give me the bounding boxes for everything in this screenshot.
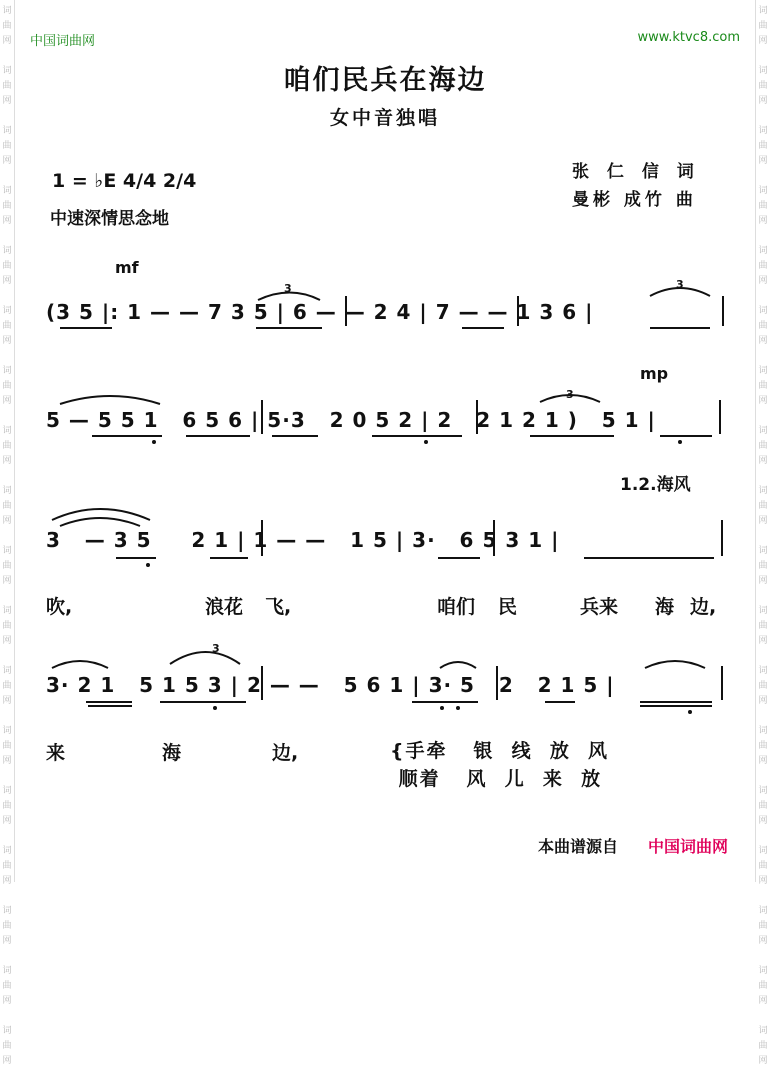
tempo-marking: 中速深情思念地 (50, 209, 169, 229)
slur (60, 396, 160, 404)
watermark-glyph: 网 (2, 216, 12, 226)
slur (645, 661, 705, 668)
watermark-glyph: 网 (2, 996, 12, 1006)
watermark-glyph: 词 (2, 186, 12, 196)
watermark-glyph: 词 (2, 846, 12, 856)
watermark-glyph: 曲 (2, 141, 12, 151)
watermark-glyph: 曲 (2, 921, 12, 931)
watermark-glyph: 词 (2, 1026, 12, 1036)
composer-credit: 曼彬 成竹 曲 (572, 190, 697, 210)
slur (258, 293, 320, 301)
lyric-word: 海 (655, 596, 675, 618)
dynamic-mp: mp (640, 364, 669, 383)
score-system-2: 5 — 5 5 1 6 5 6 | 5·3 2 0 5 2 | 2 2 1 2 1 ) 5 1 | (46, 408, 656, 432)
watermark-glyph: 网 (2, 456, 12, 466)
watermark-glyph: 词 (758, 486, 768, 496)
watermark-glyph: 网 (758, 516, 768, 526)
octave-dot (213, 706, 217, 710)
watermark-glyph: 曲 (758, 441, 768, 451)
watermark-glyph: 网 (2, 1056, 12, 1066)
left-watermark-strip (0, 0, 15, 1066)
watermark-glyph: 网 (758, 696, 768, 706)
watermark-glyph: 曲 (758, 741, 768, 751)
song-title: 咱们民兵在海边 (283, 65, 487, 96)
watermark-glyph: 曲 (2, 801, 12, 811)
watermark-glyph: 曲 (758, 861, 768, 871)
watermark-glyph: 词 (758, 1026, 768, 1036)
watermark-glyph: 词 (2, 786, 12, 796)
lyric-word: 海 (162, 742, 182, 764)
watermark-glyph: 词 (2, 906, 12, 916)
watermark-glyph: 词 (758, 126, 768, 136)
watermark-glyph: 词 (758, 966, 768, 976)
watermark-glyph: 词 (2, 66, 12, 76)
lyric-word: 民 (498, 596, 518, 618)
octave-dot (440, 706, 444, 710)
watermark-glyph: 词 (2, 606, 12, 616)
watermark-glyph: 曲 (758, 681, 768, 691)
watermark-glyph: 词 (758, 726, 768, 736)
watermark-glyph: 网 (2, 576, 12, 586)
watermark-glyph: 词 (2, 366, 12, 376)
watermark-glyph: 网 (758, 336, 768, 346)
watermark-glyph: 网 (758, 636, 768, 646)
watermark-glyph: 曲 (758, 621, 768, 631)
watermark-glyph: 网 (2, 936, 12, 946)
watermark-glyph: 网 (758, 396, 768, 406)
slur (650, 288, 710, 296)
watermark-glyph: 网 (2, 636, 12, 646)
score-system-4: 3· 2 1 5 1 5 3 | 2 — — 5 6 1 | 3· 5 2 2 1 5 | (46, 673, 615, 697)
watermark-glyph: 曲 (2, 21, 12, 31)
watermark-glyph: 词 (758, 246, 768, 256)
watermark-glyph: 词 (758, 606, 768, 616)
watermark-glyph: 词 (2, 426, 12, 436)
watermark-glyph: 曲 (2, 1041, 12, 1051)
dynamic-mf: mf (115, 258, 139, 277)
lyric-word: 边, (690, 596, 717, 618)
watermark-glyph: 词 (758, 846, 768, 856)
slur (60, 518, 140, 526)
watermark-glyph: 曲 (2, 501, 12, 511)
watermark-glyph: 网 (758, 156, 768, 166)
watermark-glyph: 曲 (2, 861, 12, 871)
watermark-glyph: 网 (758, 96, 768, 106)
watermark-glyph: 曲 (758, 801, 768, 811)
source-label: 本曲谱源自 (538, 837, 619, 856)
watermark-glyph: 网 (2, 336, 12, 346)
watermark-glyph: 曲 (2, 561, 12, 571)
slur (170, 652, 240, 664)
watermark-glyph: 网 (2, 876, 12, 886)
watermark-glyph: 曲 (2, 201, 12, 211)
watermark-glyph: 曲 (758, 381, 768, 391)
watermark-glyph: 曲 (758, 921, 768, 931)
watermark-glyph: 词 (2, 486, 12, 496)
watermark-glyph: 词 (758, 786, 768, 796)
watermark-glyph: 词 (758, 666, 768, 676)
octave-dot (152, 440, 156, 444)
watermark-glyph: 曲 (2, 321, 12, 331)
watermark-glyph: 词 (758, 906, 768, 916)
watermark-glyph: 曲 (758, 1041, 768, 1051)
watermark-glyph: 曲 (758, 321, 768, 331)
watermark-glyph: 曲 (758, 261, 768, 271)
watermark-glyph: 曲 (2, 441, 12, 451)
watermark-glyph: 网 (2, 696, 12, 706)
watermark-glyph: 曲 (2, 741, 12, 751)
watermark-glyph: 曲 (758, 981, 768, 991)
watermark-glyph: 网 (758, 576, 768, 586)
watermark-glyph: 词 (2, 6, 12, 16)
key-signature: 1 = ♭E 4/4 2/4 (52, 170, 197, 192)
watermark-glyph: 网 (758, 876, 768, 886)
watermark-glyph: 网 (758, 816, 768, 826)
watermark-glyph: 网 (2, 756, 12, 766)
verse-label: 1.2.海风 (620, 475, 691, 495)
lyric-word: 飞, (265, 596, 292, 618)
watermark-glyph: 词 (758, 6, 768, 16)
song-subtitle: 女中音独唱 (329, 107, 440, 129)
watermark-glyph: 词 (2, 726, 12, 736)
lyricist-credit: 张 仁 信 词 (572, 162, 700, 182)
watermark-glyph: 网 (758, 996, 768, 1006)
score-system-3: 3 — 3 5 2 1 | 1 — — 1 5 | 3· 6 5 3 1 | (46, 528, 560, 552)
watermark-glyph: 曲 (758, 141, 768, 151)
watermark-glyph: 词 (2, 246, 12, 256)
watermark-glyph: 词 (758, 546, 768, 556)
source-site-link[interactable]: 中国词曲网 (648, 837, 729, 856)
lyric-word: 兵来 (580, 596, 619, 618)
octave-dot (688, 710, 692, 714)
watermark-glyph: 词 (2, 546, 12, 556)
slur (52, 661, 108, 668)
watermark-glyph: 曲 (758, 81, 768, 91)
watermark-glyph: 词 (758, 66, 768, 76)
verse-line-2: 顺着 风 儿 来 放 (390, 768, 603, 790)
triplet-mark: 3 (212, 642, 220, 655)
watermark-glyph: 词 (758, 426, 768, 436)
lyric-word: 吹, (46, 596, 73, 618)
watermark-glyph: 曲 (758, 501, 768, 511)
watermark-glyph: 网 (758, 936, 768, 946)
watermark-glyph: 曲 (2, 261, 12, 271)
watermark-glyph: 曲 (758, 21, 768, 31)
triplet-mark: 3 (676, 278, 684, 291)
watermark-glyph: 词 (2, 126, 12, 136)
right-watermark-strip (755, 0, 770, 1066)
watermark-glyph: 曲 (2, 681, 12, 691)
watermark-glyph: 网 (2, 816, 12, 826)
watermark-glyph: 网 (758, 456, 768, 466)
watermark-glyph: 词 (2, 666, 12, 676)
watermark-glyph: 网 (758, 276, 768, 286)
watermark-glyph: 网 (758, 756, 768, 766)
watermark-glyph: 网 (758, 216, 768, 226)
watermark-glyph: 词 (2, 306, 12, 316)
octave-dot (678, 440, 682, 444)
watermark-glyph: 曲 (2, 981, 12, 991)
octave-dot (456, 706, 460, 710)
site-url-right[interactable]: www.ktvc8.com (637, 30, 740, 45)
lyric-word: 浪花 (205, 596, 244, 618)
watermark-glyph: 词 (2, 966, 12, 976)
slur (52, 509, 150, 520)
watermark-glyph: 曲 (758, 201, 768, 211)
watermark-glyph: 网 (758, 36, 768, 46)
watermark-glyph: 网 (2, 396, 12, 406)
watermark-glyph: 曲 (2, 381, 12, 391)
slur (440, 662, 476, 668)
lyric-word: 边, (272, 742, 299, 764)
watermark-glyph: 词 (758, 366, 768, 376)
watermark-glyph: 曲 (2, 621, 12, 631)
watermark-glyph: 曲 (2, 81, 12, 91)
score-system-1: (3 5 |: 1 — — 7 3 5 | 6 — — 2 4 | 7 — — 1 3 6 | (46, 300, 594, 324)
lyric-word: 咱们 (437, 596, 476, 618)
watermark-glyph: 网 (2, 516, 12, 526)
lyric-word: 来 (46, 742, 66, 764)
octave-dot (424, 440, 428, 444)
watermark-glyph: 词 (758, 186, 768, 196)
watermark-glyph: 词 (758, 306, 768, 316)
site-name-left[interactable]: 中国词曲网 (30, 34, 96, 49)
watermark-glyph: 网 (2, 96, 12, 106)
verse-line-1: {手牵 银 线 放 风 (390, 740, 610, 762)
watermark-glyph: 网 (2, 276, 12, 286)
triplet-mark: 3 (284, 282, 292, 295)
triplet-mark: 3 (566, 388, 574, 401)
watermark-glyph: 网 (2, 36, 12, 46)
watermark-glyph: 曲 (758, 561, 768, 571)
octave-dot (146, 563, 150, 567)
slur (540, 395, 600, 402)
watermark-glyph: 网 (2, 156, 12, 166)
watermark-glyph: 网 (758, 1056, 768, 1066)
